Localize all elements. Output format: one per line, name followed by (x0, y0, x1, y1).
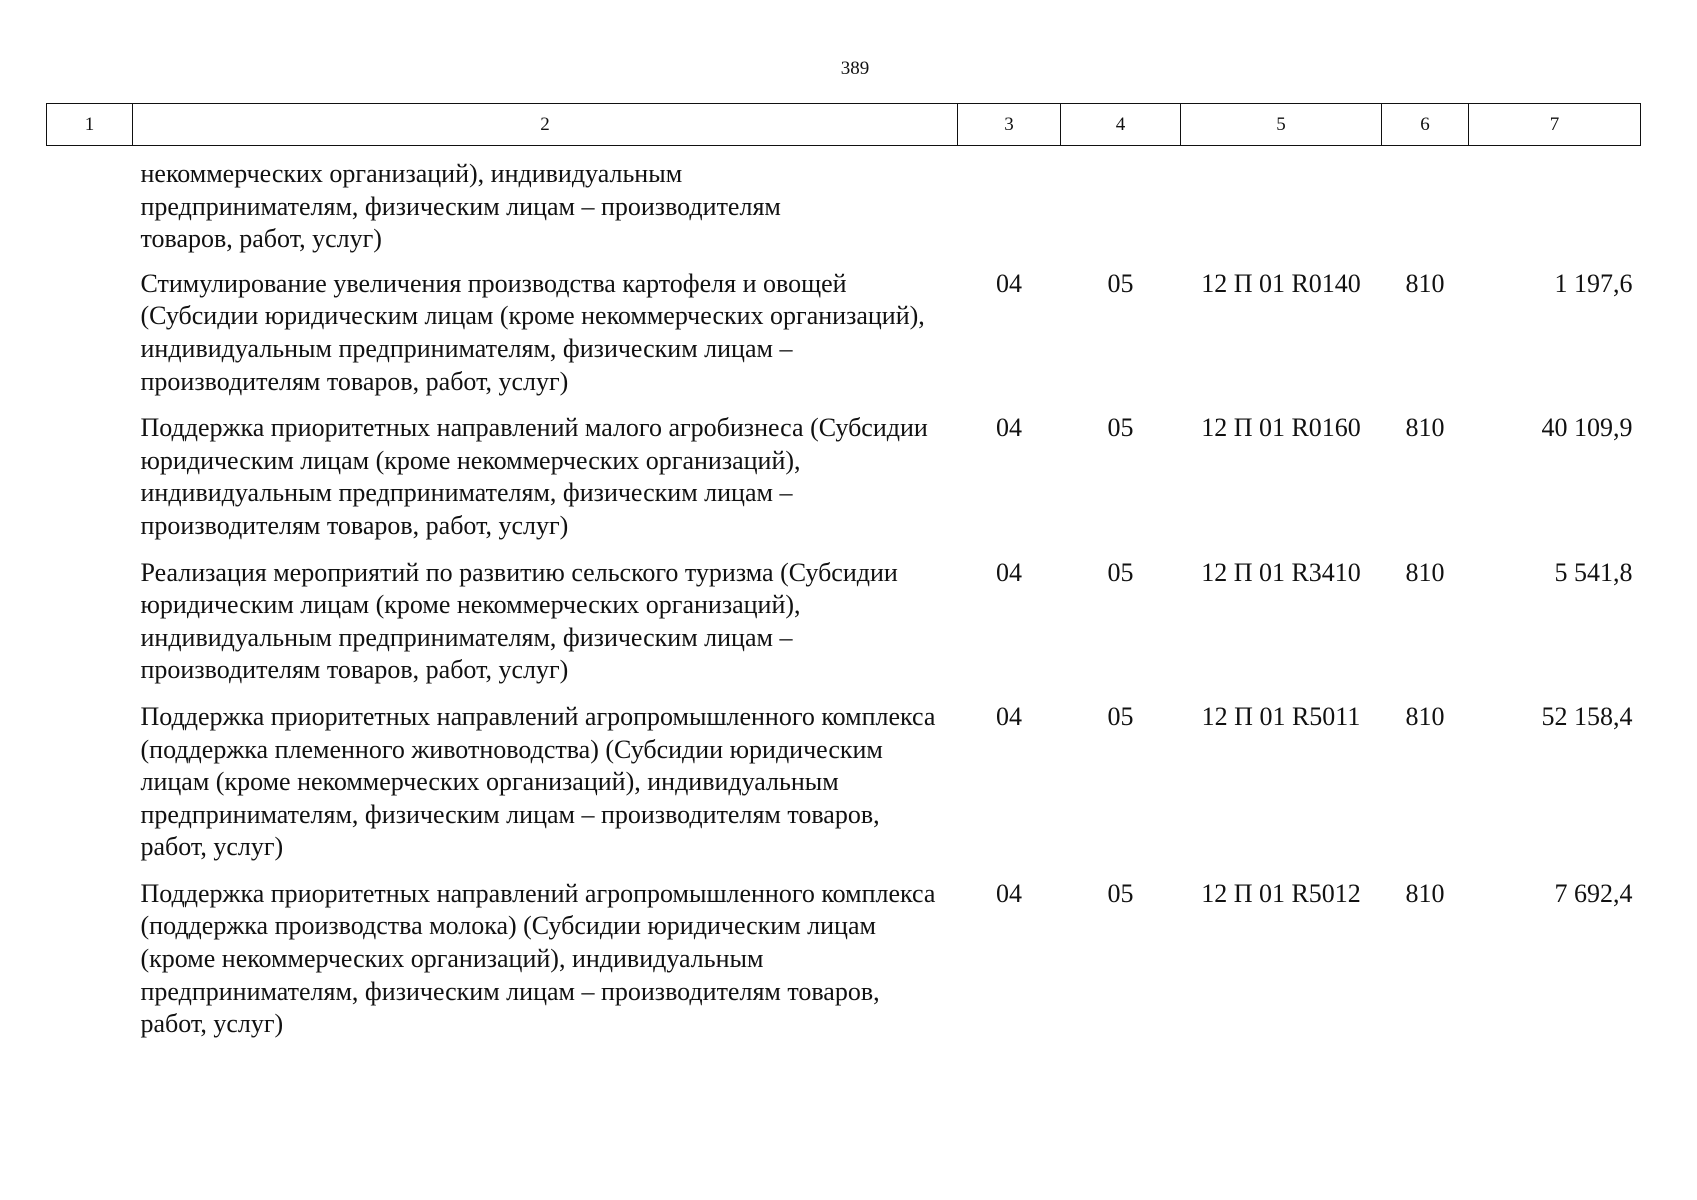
row-target-code: 12 П 01 R3410 (1201, 557, 1361, 587)
table-row (47, 268, 1641, 412)
row-amount: 1 197,6 (1554, 268, 1633, 298)
empty-cell (47, 701, 133, 878)
row-section: 04 (996, 878, 1022, 908)
header-col-5: 5 (1181, 104, 1382, 146)
row-section: 04 (996, 268, 1022, 298)
row-expense-type: 810 (1405, 413, 1445, 443)
empty-cell (1061, 146, 1181, 268)
row-target-code: 12 П 01 R5011 (1201, 701, 1361, 731)
header-col-3: 3 (958, 104, 1061, 146)
empty-cell (1382, 146, 1469, 268)
table-row (47, 412, 1641, 556)
table-row (47, 878, 1641, 1055)
row-section: 04 (996, 557, 1022, 587)
header-col-4: 4 (1061, 104, 1181, 146)
row-target-code: 12 П 01 R0140 (1201, 268, 1361, 298)
row-subsection: 05 (1107, 878, 1134, 908)
row-expense-type: 810 (1405, 701, 1445, 731)
header-col-7: 7 (1469, 104, 1641, 146)
row-description: Стимулирование увеличения производства картофеля и овощей (Субсидии юридическим лицам (кроме некоммерческих организаций), индивидуальным предпринимателям, физическим лицам – производителям товаров, работ, услуг) (140, 268, 925, 396)
empty-cell (47, 878, 133, 1055)
empty-cell (958, 146, 1061, 268)
row-description: Поддержка приоритетных направлений агропромышленного комплекса (поддержка племенного животноводства) (Субсидии юридическим лицам (кроме некоммерческих организаций), индивидуальным предпринимателям, физическим лицам – производителям товаров, работ, услуг) (140, 701, 936, 862)
row-amount: 40 109,9 (1541, 413, 1633, 443)
empty-cell (1181, 146, 1382, 268)
row-expense-type: 810 (1405, 557, 1445, 587)
row-expense-type: 810 (1405, 878, 1445, 908)
continuation-row (47, 146, 1641, 268)
row-description: Поддержка приоритетных направлений агропромышленного комплекса (поддержка производства молока) (Субсидии юридическим лицам (кроме некоммерческих организаций), индивидуальным предпринимателям, физическим лицам – производителям товаров, работ, услуг) (140, 878, 936, 1039)
row-section: 04 (996, 701, 1022, 731)
row-target-code: 12 П 01 R0160 (1201, 413, 1361, 443)
row-amount: 52 158,4 (1541, 701, 1633, 731)
table-row (47, 701, 1641, 878)
row-amount: 5 541,8 (1554, 557, 1633, 587)
row-expense-type: 810 (1405, 268, 1445, 298)
budget-table (46, 103, 1641, 1055)
empty-cell (47, 146, 133, 268)
header-row (47, 104, 1641, 146)
continuation-text: некоммерческих организаций), индивидуальным предпринимателям, физическим лицам – производителям товаров, работ, услуг) (140, 159, 781, 254)
empty-cell (47, 557, 133, 701)
empty-cell (47, 268, 133, 412)
row-subsection: 05 (1107, 268, 1134, 298)
row-target-code: 12 П 01 R5012 (1201, 878, 1361, 908)
row-description: Поддержка приоритетных направлений малого агробизнеса (Субсидии юридическим лицам (кроме некоммерческих организаций), индивидуальным предпринимателям, физическим лицам – производителям товаров, работ, услуг) (140, 413, 928, 540)
page-number: 389 (840, 58, 870, 79)
table-row (47, 557, 1641, 701)
header-col-2: 2 (133, 104, 958, 146)
row-subsection: 05 (1107, 413, 1134, 443)
header-col-1: 1 (47, 104, 133, 146)
row-section: 04 (996, 413, 1022, 443)
empty-cell (1469, 146, 1641, 268)
header-col-6: 6 (1382, 104, 1469, 146)
empty-cell (47, 412, 133, 556)
row-description: Реализация мероприятий по развитию сельского туризма (Субсидии юридическим лицам (кроме некоммерческих организаций), индивидуальным предпринимателям, физическим лицам – производителям товаров, работ, услуг) (140, 557, 898, 685)
row-subsection: 05 (1107, 557, 1134, 587)
row-subsection: 05 (1107, 701, 1134, 731)
row-amount: 7 692,4 (1554, 878, 1633, 908)
